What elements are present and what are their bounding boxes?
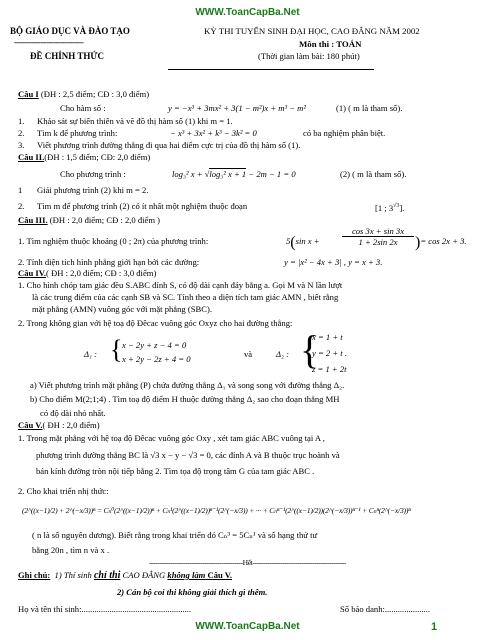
- subject: Môn thi : TOÁN: [299, 39, 362, 49]
- q3-fraction: cos 3x + sin 3x 1 + 2sin 2x: [342, 226, 414, 247]
- q1-given: Cho hàm số :: [60, 103, 106, 113]
- q3-part2-eq: y = |x² − 4x + 3| , y = x + 3.: [284, 257, 383, 267]
- question-5-heading: Câu V.( ĐH : 2,0 điểm): [18, 420, 100, 430]
- q1-part3: Viết phương trình đường thẳng đi qua hai điểm cực trị của đồ thị hàm số (1).: [37, 140, 301, 150]
- q2-part2-text: Tìm m để phương trình (2) có ít nhất một nghiệm thuộc đoạn: [37, 201, 248, 211]
- site-banner-bottom[interactable]: WWW.ToanCapBa.Net: [195, 621, 300, 632]
- duration: (Thời gian làm bài: 180 phút): [258, 51, 360, 61]
- q2-given: Cho phương trình :: [60, 169, 126, 179]
- question-4-heading: Câu IV.( ĐH : 2,0 điểm; CĐ : 3,0 điểm): [18, 268, 157, 278]
- delta1-brace: {: [110, 335, 123, 364]
- line-delta2-label: Δ₂ :: [276, 349, 290, 359]
- binomial-expansion: (2^((x−1)/2) + 2^(−x/3))ⁿ = Cₙ⁰(2^((x−1)/2))ⁿ + Cₙ¹(2^((x−1)/2))ⁿ⁻¹(2^(−x/3)) + ··· + Cₙⁿ⁻¹(2^((x−1)/2))(2^(−x/3))ⁿ⁻¹ + Cₙⁿ(2^(−x/3))ⁿ: [22, 506, 411, 515]
- q1-eq-tail: (1) ( m là tham số).: [336, 103, 403, 113]
- q4-part1-line3: mặt phẳng (AMN) vuông góc với mặt phẳng (SBC).: [32, 304, 212, 314]
- q5-part2-line3: ( n là số nguyên dương). Biết rằng trong khai triển đó Cₙ³ = 5Cₙ¹ và số hạng thứ tư: [32, 530, 318, 540]
- candidate-number-field: Số báo danh:.....................: [340, 604, 430, 614]
- q5-part1-line1: 1. Trong mặt phẳng với hệ toạ độ Đêcac vuông góc Oxy , xét tam giác ABC vuông tại A ,: [18, 433, 325, 443]
- and-word: và: [244, 349, 253, 359]
- end-marker: --------------------------------------------Hết--------------------------------------------: [148, 558, 347, 567]
- delta1-eq2: x + 2y − 2z + 4 = 0: [122, 354, 191, 364]
- delta2-eq1: x = 1 + t: [312, 332, 343, 342]
- delta1-eq1: x − 2y + z − 4 = 0: [122, 340, 187, 350]
- q3-part1-eq: 5(sin x +: [286, 234, 320, 251]
- q4-part2-line1: 2. Trong không gian với hệ toạ độ Đêcac vuông góc Oxyz cho hai đường thẳng:: [18, 318, 293, 328]
- page-number: 1: [431, 621, 438, 633]
- q1-part2-eq: − x³ + 3x² + k³ − 3k² = 0: [170, 128, 257, 138]
- note-line-2: 2) Cán bộ coi thi không giải thích gì thêm.: [117, 587, 268, 597]
- q3-part2-text: 2. Tính diện tích hình phẳng giới hạn bởi các đường:: [18, 257, 200, 267]
- q5-part1-line3: bán kính đường tròn nội tiếp bằng 2. Tìm tọa độ trọng tâm G của tam giác ABC .: [36, 466, 315, 476]
- q4-part-b-line2: có độ dài nhỏ nhất.: [40, 408, 106, 418]
- q1-part3-num: 3.: [18, 140, 25, 150]
- q3-part1-rhs: )= cos 2x + 3.: [415, 234, 467, 251]
- q4-part1-line1: 1. Cho hình chóp tam giác đều S.ABC đỉnh S, có độ dài cạnh đáy bằng a. Gọi M và N lần lượt: [18, 280, 343, 290]
- q1-equation: y = −x³ + 3mx² + 3(1 − m²)x + m³ − m²: [168, 103, 306, 113]
- q4-part1-line2: là các trung điểm của các cạnh SB và SC. Tính theo a diện tích tam giác AMN , biết rằng: [32, 292, 339, 302]
- q1-part2-text: Tìm k để phương trình:: [37, 128, 118, 138]
- q5-part1-line2: phương trình đường thẳng BC là √3 x − y − √3 = 0, các đỉnh A và B thuộc trục hoành và: [36, 450, 340, 460]
- note-line-1: Ghi chú: 1) Thí sinh chỉ thi CAO ĐẲNG không làm Câu V.: [18, 570, 233, 581]
- header-dashes: --------------------------------: [14, 38, 84, 47]
- q2-eq-tail: (2) ( m là tham số).: [340, 169, 407, 179]
- q4-part-b-line1: b) Cho điểm M(2;1;4) . Tìm toạ độ điểm H thuộc đường thẳng Δ₂ sao cho đoạn thẳng MH: [30, 394, 340, 404]
- question-1-heading: Câu I (ĐH : 2,5 điểm; CĐ : 3,0 điểm): [18, 89, 150, 99]
- question-2-heading: Câu II.(ĐH : 1,5 điểm; CĐ: 2,0 điểm): [18, 152, 151, 162]
- site-banner-top[interactable]: WWW.ToanCapBa.Net: [195, 7, 300, 18]
- q2-part2-interval: [1 ; $3^{√3}$].: [375, 202, 405, 213]
- candidate-name-field: Họ và tên thí sinh:...................................................: [18, 604, 192, 614]
- q4-part-a: a) Viết phương trình mặt phẳng (P) chứa đường thẳng Δ₁ và song song với đường thẳng Δ₂.: [30, 380, 345, 390]
- q5-part2-line4: bằng 20n , tìm n và x .: [32, 545, 110, 555]
- header-rule: [168, 69, 374, 70]
- q2-equation: log₃² x + √log₃² x + 1 − 2m − 1 = 0: [172, 169, 296, 179]
- delta2-eq3: z = 1 + 2t: [312, 364, 347, 374]
- delta2-eq2: y = 2 + t .: [312, 348, 347, 358]
- line-delta1-label: Δ₁ :: [84, 349, 98, 359]
- q5-part2-line1: 2. Cho khai triển nhị thức:: [18, 486, 109, 496]
- q1-part2-tail: có ba nghiệm phân biệt.: [303, 128, 386, 138]
- q1-part1: Khảo sát sự biến thiên và vẽ đồ thị hàm số (1) khi m = 1.: [37, 116, 233, 126]
- question-3-heading: Câu III. (ĐH : 2,0 điểm; CĐ : 2,0 điểm ): [18, 215, 161, 225]
- delta2-brace: {: [300, 327, 320, 372]
- exam-title: KỲ THI TUYỂN SINH ĐẠI HỌC, CAO ĐẲNG NĂM 2002: [204, 26, 420, 36]
- official-label: ĐỀ CHÍNH THỨC: [30, 51, 105, 61]
- q3-part1-text: 1. Tìm nghiệm thuộc khoảng (0 ; 2π) của phương trình:: [18, 236, 209, 246]
- q1-part1-num: 1.: [18, 116, 25, 126]
- ministry-name: BỘ GIÁO DỤC VÀ ĐÀO TẠO: [10, 26, 130, 36]
- q2-part1-num: 1: [18, 185, 23, 195]
- q1-part2-num: 2.: [18, 128, 25, 138]
- q2-part1: Giải phương trình (2) khi m = 2.: [37, 185, 149, 195]
- q2-part2-num: 2.: [18, 201, 25, 211]
